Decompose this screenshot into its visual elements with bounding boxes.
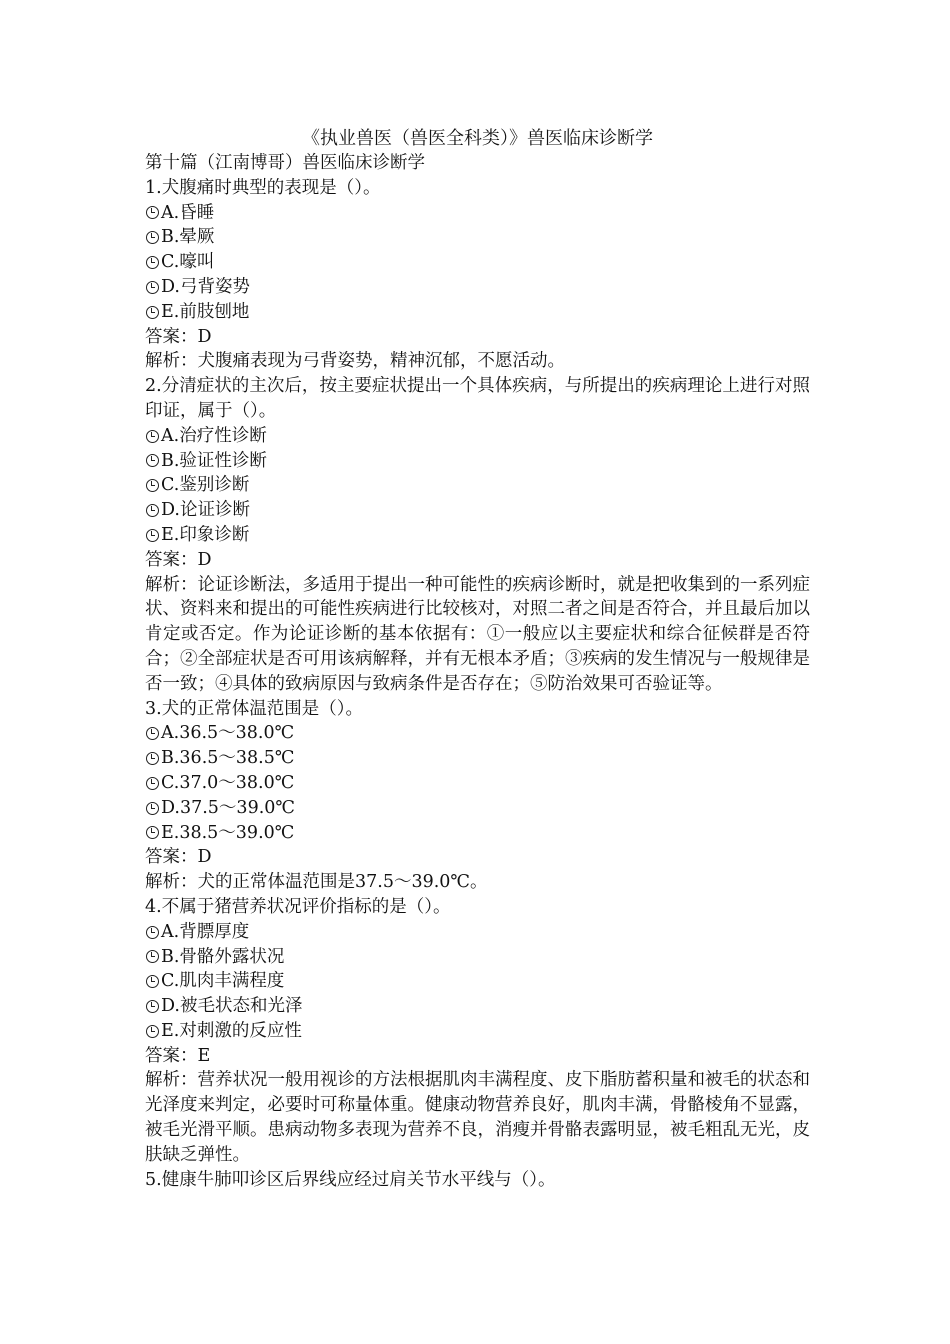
clock-icon xyxy=(146,231,159,244)
option-a[interactable] xyxy=(145,920,810,945)
clock-icon xyxy=(146,926,159,939)
clock-icon xyxy=(146,306,159,319)
option-b[interactable] xyxy=(145,746,810,771)
clock-icon xyxy=(146,206,159,219)
option-a[interactable] xyxy=(145,721,810,746)
option-d[interactable] xyxy=(145,498,810,523)
answer: 答案：D xyxy=(145,847,212,868)
clock-icon xyxy=(146,777,159,790)
analysis: 解析：犬腹痛表现为弓背姿势，精神沉郁，不愿活动。 xyxy=(145,351,565,372)
option-label: D.论证诊断 xyxy=(161,500,250,521)
option-label: C.鉴别诊断 xyxy=(161,475,250,496)
option-e[interactable] xyxy=(145,523,810,548)
option-label: B.验证性诊断 xyxy=(161,450,267,471)
analysis: 解析：犬的正常体温范围是37.5～39.0℃。 xyxy=(145,872,488,893)
option-c[interactable] xyxy=(145,771,810,796)
option-label: D.被毛状态和光泽 xyxy=(161,996,303,1017)
option-label: E.对刺激的反应性 xyxy=(161,1020,302,1041)
clock-icon xyxy=(146,454,159,467)
option-label: C.37.0～38.0℃ xyxy=(161,772,295,793)
option-d[interactable] xyxy=(145,275,810,300)
clock-icon xyxy=(146,529,159,542)
clock-icon xyxy=(146,826,159,839)
section-title: 第十篇（江南博哥）兽医临床诊断学 xyxy=(145,153,425,173)
clock-icon xyxy=(146,1000,159,1013)
question-1 xyxy=(145,176,810,374)
option-label: A.36.5～38.0℃ xyxy=(161,723,295,744)
answer: 答案：D xyxy=(145,326,212,347)
clock-icon xyxy=(146,975,159,988)
option-b[interactable] xyxy=(145,225,810,250)
option-label: E.38.5～39.0℃ xyxy=(161,822,295,843)
option-label: A.治疗性诊断 xyxy=(161,425,267,446)
option-a[interactable] xyxy=(145,201,810,226)
option-e[interactable] xyxy=(145,300,810,325)
question-4 xyxy=(145,895,810,1168)
analysis: 解析：论证诊断法，多适用于提出一种可能性的疾病诊断时，就是把收集到的一系列症状、资料来和提出的可能性疾病进行比较核对，对照二者之间是否符合，并且最后加以肯定或否定。作为论证诊断的基本依据有：①一般应以主要症状和综合征候群是否符合；②全部症状是否可用该病解释，并有无根本矛盾；③疾病的发生情况与一般规律是否一致；④具体的致病原因与致病条件是否存在；⑤防治效果可否验证等。 xyxy=(145,574,810,694)
document-title: 《执业兽医（兽医全科类）》兽医临床诊断学 xyxy=(302,128,653,149)
option-label: E.印象诊断 xyxy=(161,524,250,545)
option-label: B.36.5～38.5℃ xyxy=(161,748,295,769)
option-c[interactable] xyxy=(145,969,810,994)
question-stem: 5.健康牛肺叩诊区后界线应经过肩关节水平线与（）。 xyxy=(145,1169,556,1190)
question-2 xyxy=(145,374,810,696)
option-label: A.昏睡 xyxy=(161,202,215,223)
option-d[interactable] xyxy=(145,994,810,1019)
question-3 xyxy=(145,697,810,895)
option-b[interactable] xyxy=(145,449,810,474)
option-label: A.背膘厚度 xyxy=(161,921,250,942)
clock-icon xyxy=(146,752,159,765)
question-5 xyxy=(145,1168,810,1193)
option-label: C.嚎叫 xyxy=(161,252,215,273)
option-label: E.前肢刨地 xyxy=(161,301,250,322)
analysis: 解析：营养状况一般用视诊的方法根据肌肉丰满程度、皮下脂肪蓄积量和被毛的状态和光泽度来判定，必要时可称量体重。健康动物营养良好，肌肉丰满，骨骼棱角不显露，被毛光滑平顺。患病动物多表现为营养不良，消瘦并骨骼表露明显，被毛粗乱无光，皮肤缺乏弹性。 xyxy=(145,1070,810,1165)
question-stem: 2.分清症状的主次后，按主要症状提出一个具体疾病，与所提出的疾病理论上进行对照印证，属于（）。 xyxy=(145,376,810,421)
option-e[interactable] xyxy=(145,821,810,846)
clock-icon xyxy=(146,281,159,294)
option-label: B.晕厥 xyxy=(161,227,215,248)
clock-icon xyxy=(146,802,159,815)
option-label: D.37.5～39.0℃ xyxy=(161,797,295,818)
option-e[interactable] xyxy=(145,1019,810,1044)
question-stem: 3.犬的正常体温范围是（）。 xyxy=(145,698,363,719)
option-d[interactable] xyxy=(145,796,810,821)
option-label: C.肌肉丰满程度 xyxy=(161,971,285,992)
clock-icon xyxy=(146,727,159,740)
answer: 答案：D xyxy=(145,549,212,570)
question-stem: 4.不属于猪营养状况评价指标的是（）。 xyxy=(145,896,451,917)
clock-icon xyxy=(146,430,159,443)
option-a[interactable] xyxy=(145,424,810,449)
clock-icon xyxy=(146,504,159,517)
question-stem: 1.犬腹痛时典型的表现是（）。 xyxy=(145,177,381,198)
option-b[interactable] xyxy=(145,945,810,970)
clock-icon xyxy=(146,256,159,269)
option-label: D.弓背姿势 xyxy=(161,276,250,297)
option-c[interactable] xyxy=(145,473,810,498)
clock-icon xyxy=(146,479,159,492)
option-label: B.骨骼外露状况 xyxy=(161,946,285,967)
document-page xyxy=(145,126,810,1192)
option-c[interactable] xyxy=(145,250,810,275)
clock-icon xyxy=(146,1025,159,1038)
answer: 答案：E xyxy=(145,1045,211,1066)
clock-icon xyxy=(146,950,159,963)
